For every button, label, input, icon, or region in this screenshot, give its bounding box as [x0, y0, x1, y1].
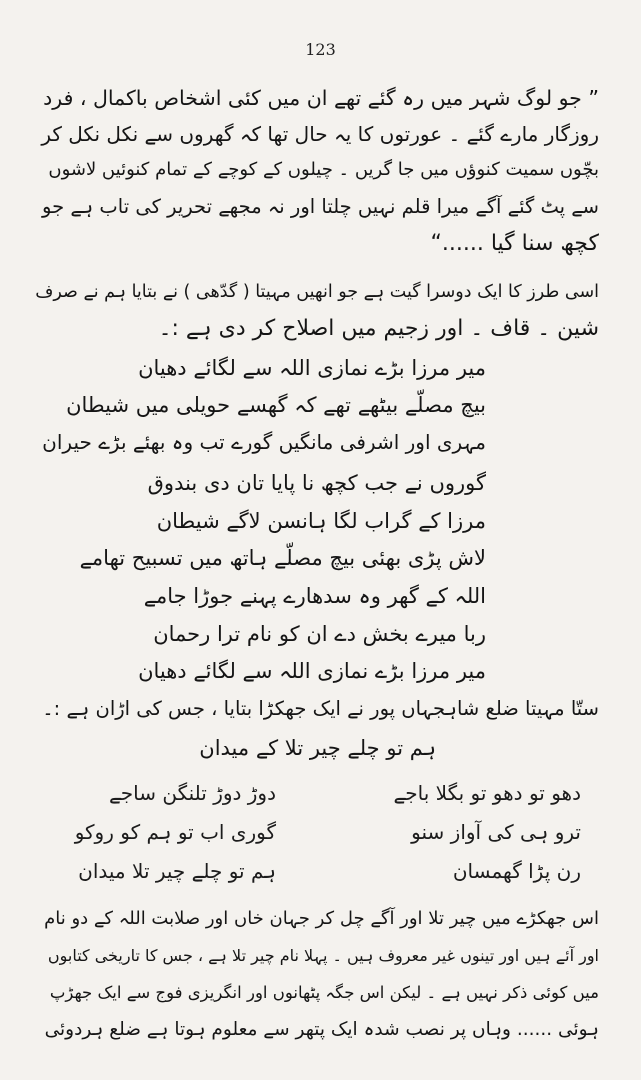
- page-number: 123: [305, 40, 336, 59]
- paragraph-line: ” جو لوگ شہر میں رہ گئے تھے ان میں کئی اشخاص باکمال ، فرد: [43, 86, 599, 110]
- verse-line: میر مرزا بڑے نمازی اللہ سے لگائے دھیان: [138, 356, 486, 380]
- paragraph-line: بچّوں سمیت کنوؤں میں جا گریں ۔ چیلوں کے کوچے کے تمام کنوئیں لاشوں: [48, 159, 599, 180]
- song-cell-left: گوری اب تو ہم کو روکو: [74, 820, 276, 844]
- intro-line: شین ۔ قاف ۔ اور زجیم میں اصلاح کر دی ہے :۔: [158, 316, 599, 341]
- paragraph-line: میں کوئی ذکر نہیں ہے ۔ لیکن اس جگہ پٹھانوں اور انگریزی فوج سے ایک جھڑپ: [49, 983, 599, 1002]
- song-cell-left: دوڑ دوڑ تلنگن ساجے: [109, 781, 276, 805]
- verse-line: مہری اور اشرفی مانگیں گورے تب وہ بھئے بڑے حیران: [42, 430, 486, 454]
- paragraph-line: روزگار مارے گئے ۔ عورتوں کا یہ حال تھا کہ گھروں سے نکل نکل کر: [41, 122, 599, 146]
- paragraph-line: ہوئی ...... وہاں پر نصب شدہ ایک پتھر سے معلوم ہوتا ہے ضلع ہردوئی: [44, 1019, 599, 1040]
- paragraph-line: اس جھکڑے میں چیر تلا اور آگے چل کر جہان خاں اور صلابت اللہ کے دو نام: [44, 908, 599, 929]
- verse-line: بیچ مصلّے بیٹھے تھے کہ گھسے حویلی میں شیطان: [66, 393, 486, 417]
- verse-line: اللہ کے گھر وہ سدھارے پہنے جوڑا جامے: [143, 584, 486, 608]
- verse-line: گوروں نے جب کچھ نا پایا تان دی بندوق: [147, 471, 486, 495]
- song-cell-left: ہم تو چلے چیر تلا میدان: [78, 859, 276, 883]
- paragraph-line: اور آئے ہیں اور تینوں غیر معروف ہیں ۔ پہلا نام چیر تلا ہے ، جس کا تاریخی کتابوں: [47, 946, 599, 965]
- verse-line: میر مرزا بڑے نمازی اللہ سے لگائے دھیان: [138, 659, 486, 683]
- paragraph-line: سے پٹ گئے آگے میرا قلم نہیں چلتا اور نہ مجھے تحریر کی تاب ہے جو: [42, 195, 599, 218]
- intro-line: اسی طرز کا ایک دوسرا گیت ہے جو انھیں مہیتا ( گدّھی ) نے بتایا ہم نے صرف: [35, 282, 599, 302]
- verse-line: مرزا کے گراب لگا ہانسن لاگے شیطان: [156, 509, 486, 533]
- intro-line-2: ستّا مہیتا ضلع شاہجہاں پور نے ایک جھکڑا بتایا ، جس کی اڑان ہے :۔: [42, 697, 599, 720]
- verse-line: لاش پڑی بھئی بیچ مصلّے ہاتھ میں تسبیح تھامے: [79, 546, 486, 570]
- verse-line: ربا میرے بخش دے ان کو نام ترا رحمان: [153, 622, 486, 646]
- song-cell-right: ترو ہی کی آواز سنو: [411, 820, 581, 844]
- song-title: ہم تو چلے چیر تلا کے میدان: [199, 736, 436, 760]
- song-cell-right: دھو تو دھو تو بگلا باجے: [393, 781, 581, 805]
- paragraph-line: کچھ سنا گیا ......“: [430, 231, 599, 256]
- song-cell-right: رن پڑا گھمسان: [452, 859, 581, 883]
